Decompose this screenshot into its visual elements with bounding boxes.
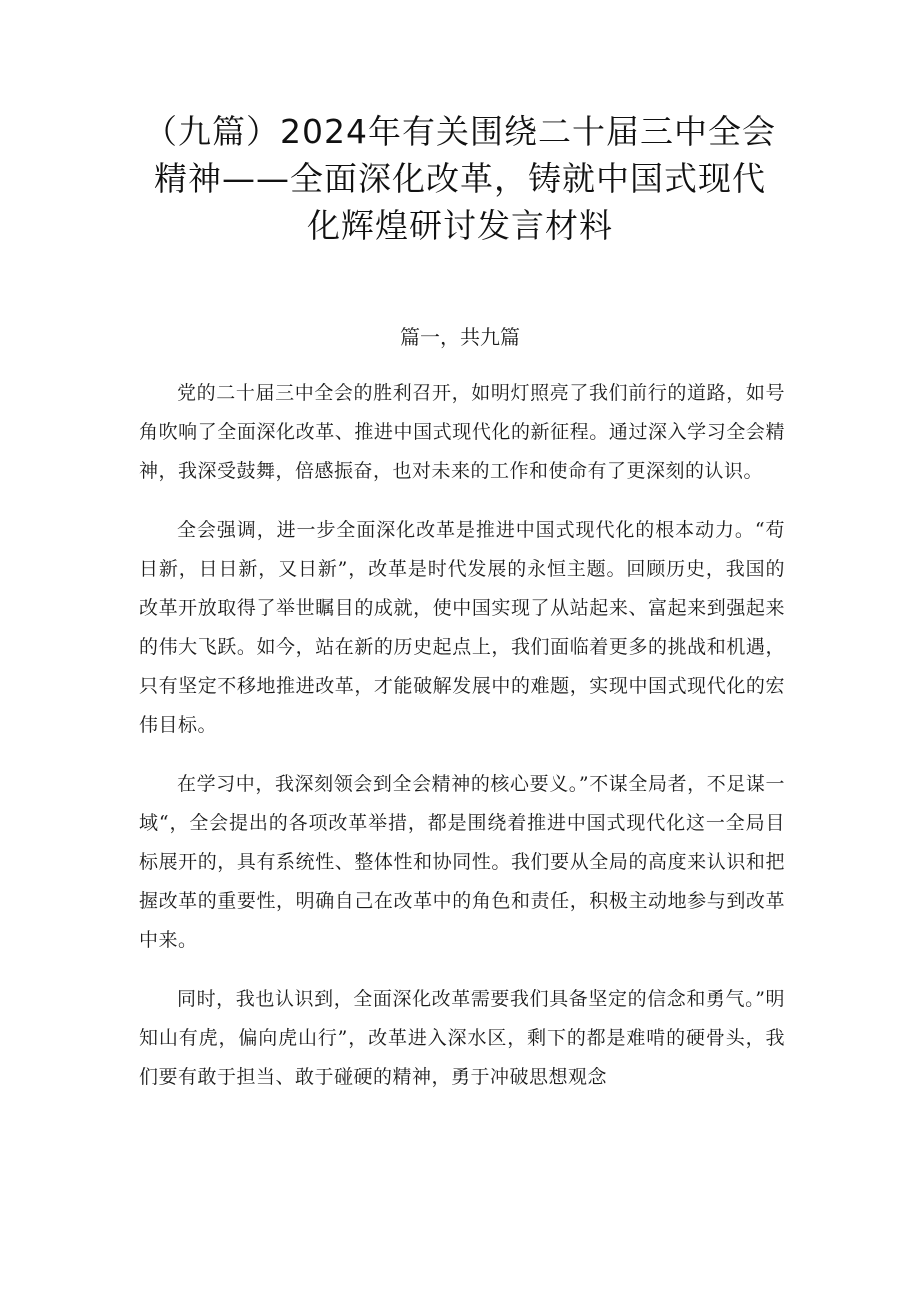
document-title	[130, 108, 790, 249]
title-line-1: （九篇）2024年有关围绕二十届三中全会	[144, 112, 776, 151]
title-line-2: 精神——全面深化改革，铸就中国式现代	[154, 159, 766, 198]
section-heading: 篇一，共九篇	[400, 325, 520, 349]
paragraph-3: 在学习中，我深刻领会到全会精神的核心要义。”不谋全局者，不足谋一域“，全会提出的各项改革举措，都是围绕着推进中国式现代化这一全局目标展开的，具有系统性、整体性和协同性。我们要从全局的高度来认识和把握改革的重要性，明确自己在改革中的角色和责任，积极主动地参与到改革中来。	[139, 773, 785, 951]
paragraph-2: 全会强调，进一步全面深化改革是推进中国式现代化的根本动力。“苟日新，日日新，又日新”，改革是时代发展的永恒主题。回顾历史，我国的改革开放取得了举世瞩目的成就，使中国实现了从站起来、富起来到强起来的伟大飞跃。如今，站在新的历史起点上，我们面临着更多的挑战和机遇，只有坚定不移地推进改革，才能破解发展中的难题，实现中国式现代化的宏伟目标。	[139, 519, 785, 736]
document-body	[139, 374, 785, 1117]
paragraph-4: 同时，我也认识到，全面深化改革需要我们具备坚定的信念和勇气。”明知山有虎，偏向虎山行”，改革进入深水区，剩下的都是难啃的硬骨头，我们要有敢于担当、敢于碰硬的精神，勇于冲破思想观念	[139, 988, 785, 1088]
paragraph-1: 党的二十届三中全会的胜利召开，如明灯照亮了我们前行的道路，如号角吹响了全面深化改革、推进中国式现代化的新征程。通过深入学习全会精神，我深受鼓舞，倍感振奋，也对未来的工作和使命有了更深刻的认识。	[139, 382, 785, 482]
title-line-3: 化辉煌研讨发言材料	[307, 206, 613, 245]
